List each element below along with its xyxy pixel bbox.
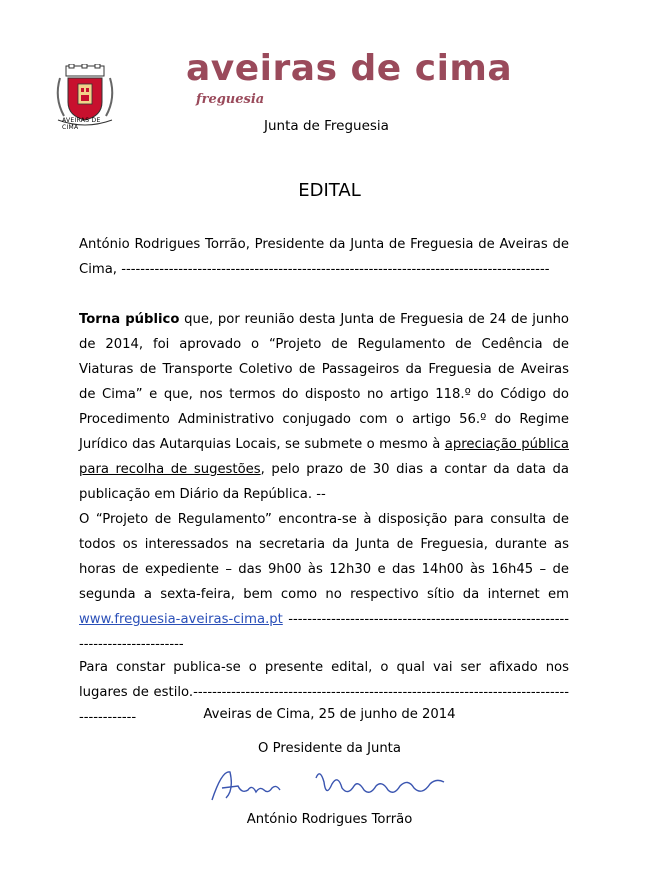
consultation-text: O “Projeto de Regulamento” encontra-se à disposição para consulta de todos os interessados na secretaria da Junta de Freguesia, durante as horas de expediente – das 9h00 às 12h30 e das 14h00 às 16h45 – de segunda a sexta-feira, bem como no respectivo sítio da internet em [79, 512, 569, 602]
closing-text: Para constar publica-se o presente edital, o qual vai ser afixado nos lugares de estilo. [79, 660, 569, 700]
paragraph-intro [79, 232, 569, 282]
announcement-text-1: que, por reunião desta Junta de Freguesia de 24 de junho de 2014, foi aprovado o “Projeto de Regulamento de Cedência de Viaturas de Transporte Coletivo de Passageiros da Freguesia de Aveiras de Cima” e que, nos termos do disposto no artigo 118.º do Código do Procedimento Administrativo conjugado com o artigo 56.º do Regime Jurídico das Autarquias Locais, se submete o mesmo à [79, 312, 569, 452]
announcement-underlined: apreciação pública para recolha de sugestões [79, 437, 570, 477]
junta-heading: Junta de Freguesia [264, 118, 389, 134]
announcement-bold-lead: Torna público [79, 312, 180, 327]
website-link[interactable]: www.freguesia-aveiras-cima.pt [79, 612, 283, 627]
document-title: EDITAL [298, 180, 361, 201]
closing-dashes: ------------------------------------------------------------------------------------------- [79, 685, 569, 725]
logo-wordmark: aveiras de cima [186, 48, 513, 89]
date-line: Aveiras de Cima, 25 de junho de 2014 [203, 707, 456, 722]
paragraph-announcement [79, 307, 569, 507]
paragraph-consultation [79, 507, 569, 657]
consultation-dashes: --------------------------------------------------------------------------------- [79, 612, 569, 652]
parish-crest-logo [52, 64, 118, 132]
intro-dashes: ------------------------------------------------------------------------------------------ [121, 262, 550, 277]
signature-title: O Presidente da Junta [258, 741, 401, 756]
crest-ribbon-text: AVEIRAS DE CIMA [62, 117, 101, 131]
signatory-name: António Rodrigues Torrão [246, 812, 413, 827]
announcement-text-2: , pelo prazo de 30 dias a contar da data da publicação em Diário da República. -- [79, 462, 569, 502]
intro-text: António Rodrigues Torrão, Presidente da Junta de Freguesia de Aveiras de Cima, [79, 237, 569, 277]
handwritten-signature [208, 760, 458, 810]
logo-subtitle: freguesia [196, 92, 265, 107]
